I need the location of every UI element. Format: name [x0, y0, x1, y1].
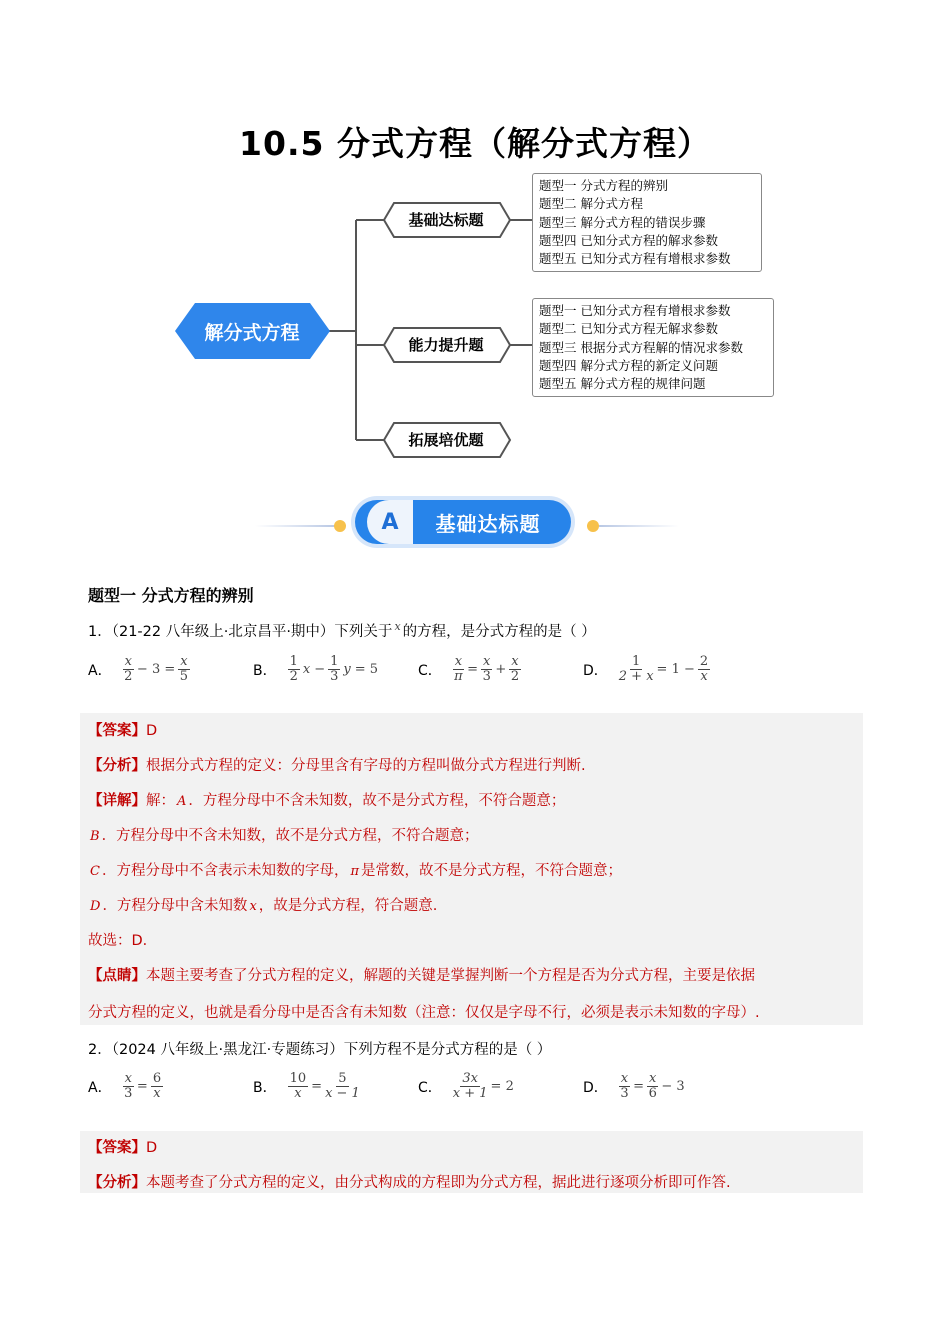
answer-tag: 【答案】: [88, 1140, 146, 1156]
math: $\frac{x}{2}$: [124, 654, 133, 685]
q2-option-c: C． $\frac{3x}{x + 1}$ = 2: [418, 1071, 514, 1102]
box-item: 题型四 已知分式方程的解求参数: [539, 232, 718, 248]
detail-text: ．方程分母中不含未知数，故不是分式方程，不符合题意；: [101, 828, 479, 844]
option-label: C．: [418, 662, 442, 679]
q2-option-a: A． $\frac{x}{3}$ = $\frac{6}{x}$: [88, 1071, 162, 1102]
branch-label: 基础达标题: [408, 211, 484, 229]
q1-detail: [88, 789, 565, 810]
section-title: 题型一 分式方程的辨别: [88, 586, 254, 605]
mindmap-root-label: 解分式方程: [204, 322, 300, 344]
q1-detail-b: [88, 824, 479, 845]
option-label: D．: [583, 662, 608, 679]
question-1-stem: [88, 620, 596, 641]
detail-tag: 【详解】: [88, 793, 146, 809]
math-pi: π: [350, 864, 359, 879]
q2-option-b: B． $\frac{10}{x}$ = $\frac{5}{x - 1}$: [253, 1071, 360, 1102]
math: $\frac{2}{x}$: [699, 654, 709, 685]
box-item: 题型一 已知分式方程有增根求参数: [539, 303, 731, 318]
math-C: C: [90, 864, 100, 879]
q1-comment: [88, 964, 755, 985]
box-item: 题型三 根据分式方程解的情况求参数: [539, 339, 743, 355]
analysis-text: 本题考查了分式方程的定义，由分式构成的方程即为分式方程，据此进行逐项分析即可作答.: [146, 1175, 731, 1191]
detail-text: 是常数，故不是分式方程，不符合题意；: [361, 863, 622, 879]
page-title: 10.5 分式方程（解分式方程）: [239, 124, 711, 163]
header-dot-right: [587, 520, 599, 532]
option-label: B．: [253, 1079, 277, 1096]
comment-tag: 【点睛】: [88, 968, 146, 984]
math: $\frac{3x}{x + 1}$: [452, 1071, 488, 1102]
header-line-left: [255, 525, 335, 527]
math: $\frac{x}{3}$: [482, 654, 491, 685]
stem-text: 1．（21-22 八年级上·北京昌平·期中）下列关于: [88, 624, 393, 640]
box-item: 题型四 解分式方程的新定义问题: [539, 357, 718, 373]
stem-text: 的方程，是分式方程的是（ ）: [402, 624, 596, 640]
q1-conclusion: 故选：D．: [88, 933, 158, 949]
option-label: A．: [88, 1079, 112, 1096]
branch-label: 能力提升题: [408, 336, 484, 354]
math: $\frac{6}{x}$: [152, 1071, 162, 1102]
box-item: 题型二 解分式方程: [539, 196, 643, 212]
math: $\frac{x}{2}$: [510, 654, 520, 685]
math: $\frac{x}{5}$: [179, 654, 189, 685]
math: $\frac{1}{2 + x}$: [618, 654, 654, 685]
math: $\frac{10}{x}$: [289, 1071, 307, 1102]
q1-option-c: C． $\frac{x}{\pi}$ = $\frac{x}{3}$ + $\frac{x}{2}$: [418, 654, 520, 685]
q2-analysis: [88, 1171, 731, 1192]
mindmap: [0, 0, 950, 480]
detail-lead: 解：: [146, 793, 175, 809]
box-item: 题型五 已知分式方程有增根求参数: [539, 251, 731, 267]
math-x: x: [394, 620, 401, 634]
math: $\frac{x}{3}$: [620, 1071, 629, 1102]
section-header-letter: A: [367, 500, 413, 544]
math-B: B: [90, 829, 100, 844]
q1-option-d: D． $\frac{1}{2 + x}$ = 1 − $\frac{2}{x}$: [583, 654, 709, 685]
box-item: 题型五 解分式方程的规律问题: [539, 376, 706, 392]
q1-detail-c: [88, 859, 622, 880]
answer-tag: 【答案】: [88, 723, 146, 739]
q2-answer: [88, 1136, 157, 1157]
option-label: D．: [583, 1079, 608, 1096]
analysis-tag: 【分析】: [88, 758, 146, 774]
question-2-stem: 2．（2024 八年级上·黑龙江·专题练习）下列方程不是分式方程的是（ ）: [88, 1042, 552, 1058]
math: $\frac{1}{3}$: [330, 654, 339, 685]
detail-text: ，故是分式方程，符合题意.: [258, 898, 438, 914]
header-line-right: [599, 525, 679, 527]
header-dot-left: [334, 520, 346, 532]
analysis-tag: 【分析】: [88, 1175, 146, 1191]
math-D: D: [90, 899, 101, 914]
option-label: A．: [88, 662, 112, 679]
box-item: 题型一 分式方程的辨别: [539, 178, 668, 193]
q1-option-b: B． $\frac{1}{2}$ x − $\frac{1}{3}$ y = 5: [253, 654, 379, 685]
math-A: A: [177, 794, 187, 809]
q2-option-d: D． $\frac{x}{3}$ = $\frac{x}{6}$ − 3: [583, 1071, 685, 1102]
q1-detail-d: [88, 894, 437, 915]
math: $\frac{x}{\pi}$: [454, 654, 463, 685]
section-header-label: 基础达标题: [435, 511, 541, 536]
answer-value: D: [146, 1140, 158, 1156]
q1-option-a: A． $\frac{x}{2}$ − 3 = $\frac{x}{5}$: [88, 654, 189, 685]
comment-text: 本题主要考查了分式方程的定义，解题的关键是掌握判断一个方程是否为分式方程，主要是依据: [146, 968, 755, 984]
mindmap-branch-extension: [384, 423, 510, 457]
detail-text: ．方程分母中不含未知数，故不是分式方程，不符合题意；: [188, 793, 566, 809]
mindmap-branch-basic: [384, 203, 510, 237]
box-item: 题型二 已知分式方程无解求参数: [539, 321, 718, 337]
math: $\frac{x}{6}$: [648, 1071, 657, 1102]
option-label: B．: [253, 662, 277, 679]
detail-text: ．方程分母中含未知数: [102, 898, 248, 914]
answer-value: D: [146, 723, 158, 739]
math-x: x: [249, 899, 257, 914]
q1-analysis: [88, 754, 586, 775]
detail-text: ．方程分母中不含表示未知数的字母，: [101, 863, 349, 879]
q1-answer: [88, 719, 157, 740]
math: $\frac{x}{3}$: [124, 1071, 133, 1102]
box-item: 题型三 解分式方程的错误步骤: [539, 214, 706, 230]
math: $\frac{5}{x - 1}$: [325, 1071, 360, 1102]
mindmap-branch-advanced: [384, 328, 510, 362]
mindmap-box-basic: [532, 173, 762, 272]
analysis-text: 根据分式方程的定义：分母里含有字母的方程叫做分式方程进行判断.: [146, 758, 586, 774]
mindmap-box-advanced: [532, 298, 774, 397]
option-label: C．: [418, 1079, 442, 1096]
branch-label: 拓展培优题: [408, 431, 484, 449]
q1-comment-cont: 分式方程的定义，也就是看分母中是否含有未知数（注意：仅仅是字母不行，必须是表示未知数的字母）.: [88, 1005, 760, 1021]
math: $\frac{1}{2}$: [289, 654, 298, 685]
